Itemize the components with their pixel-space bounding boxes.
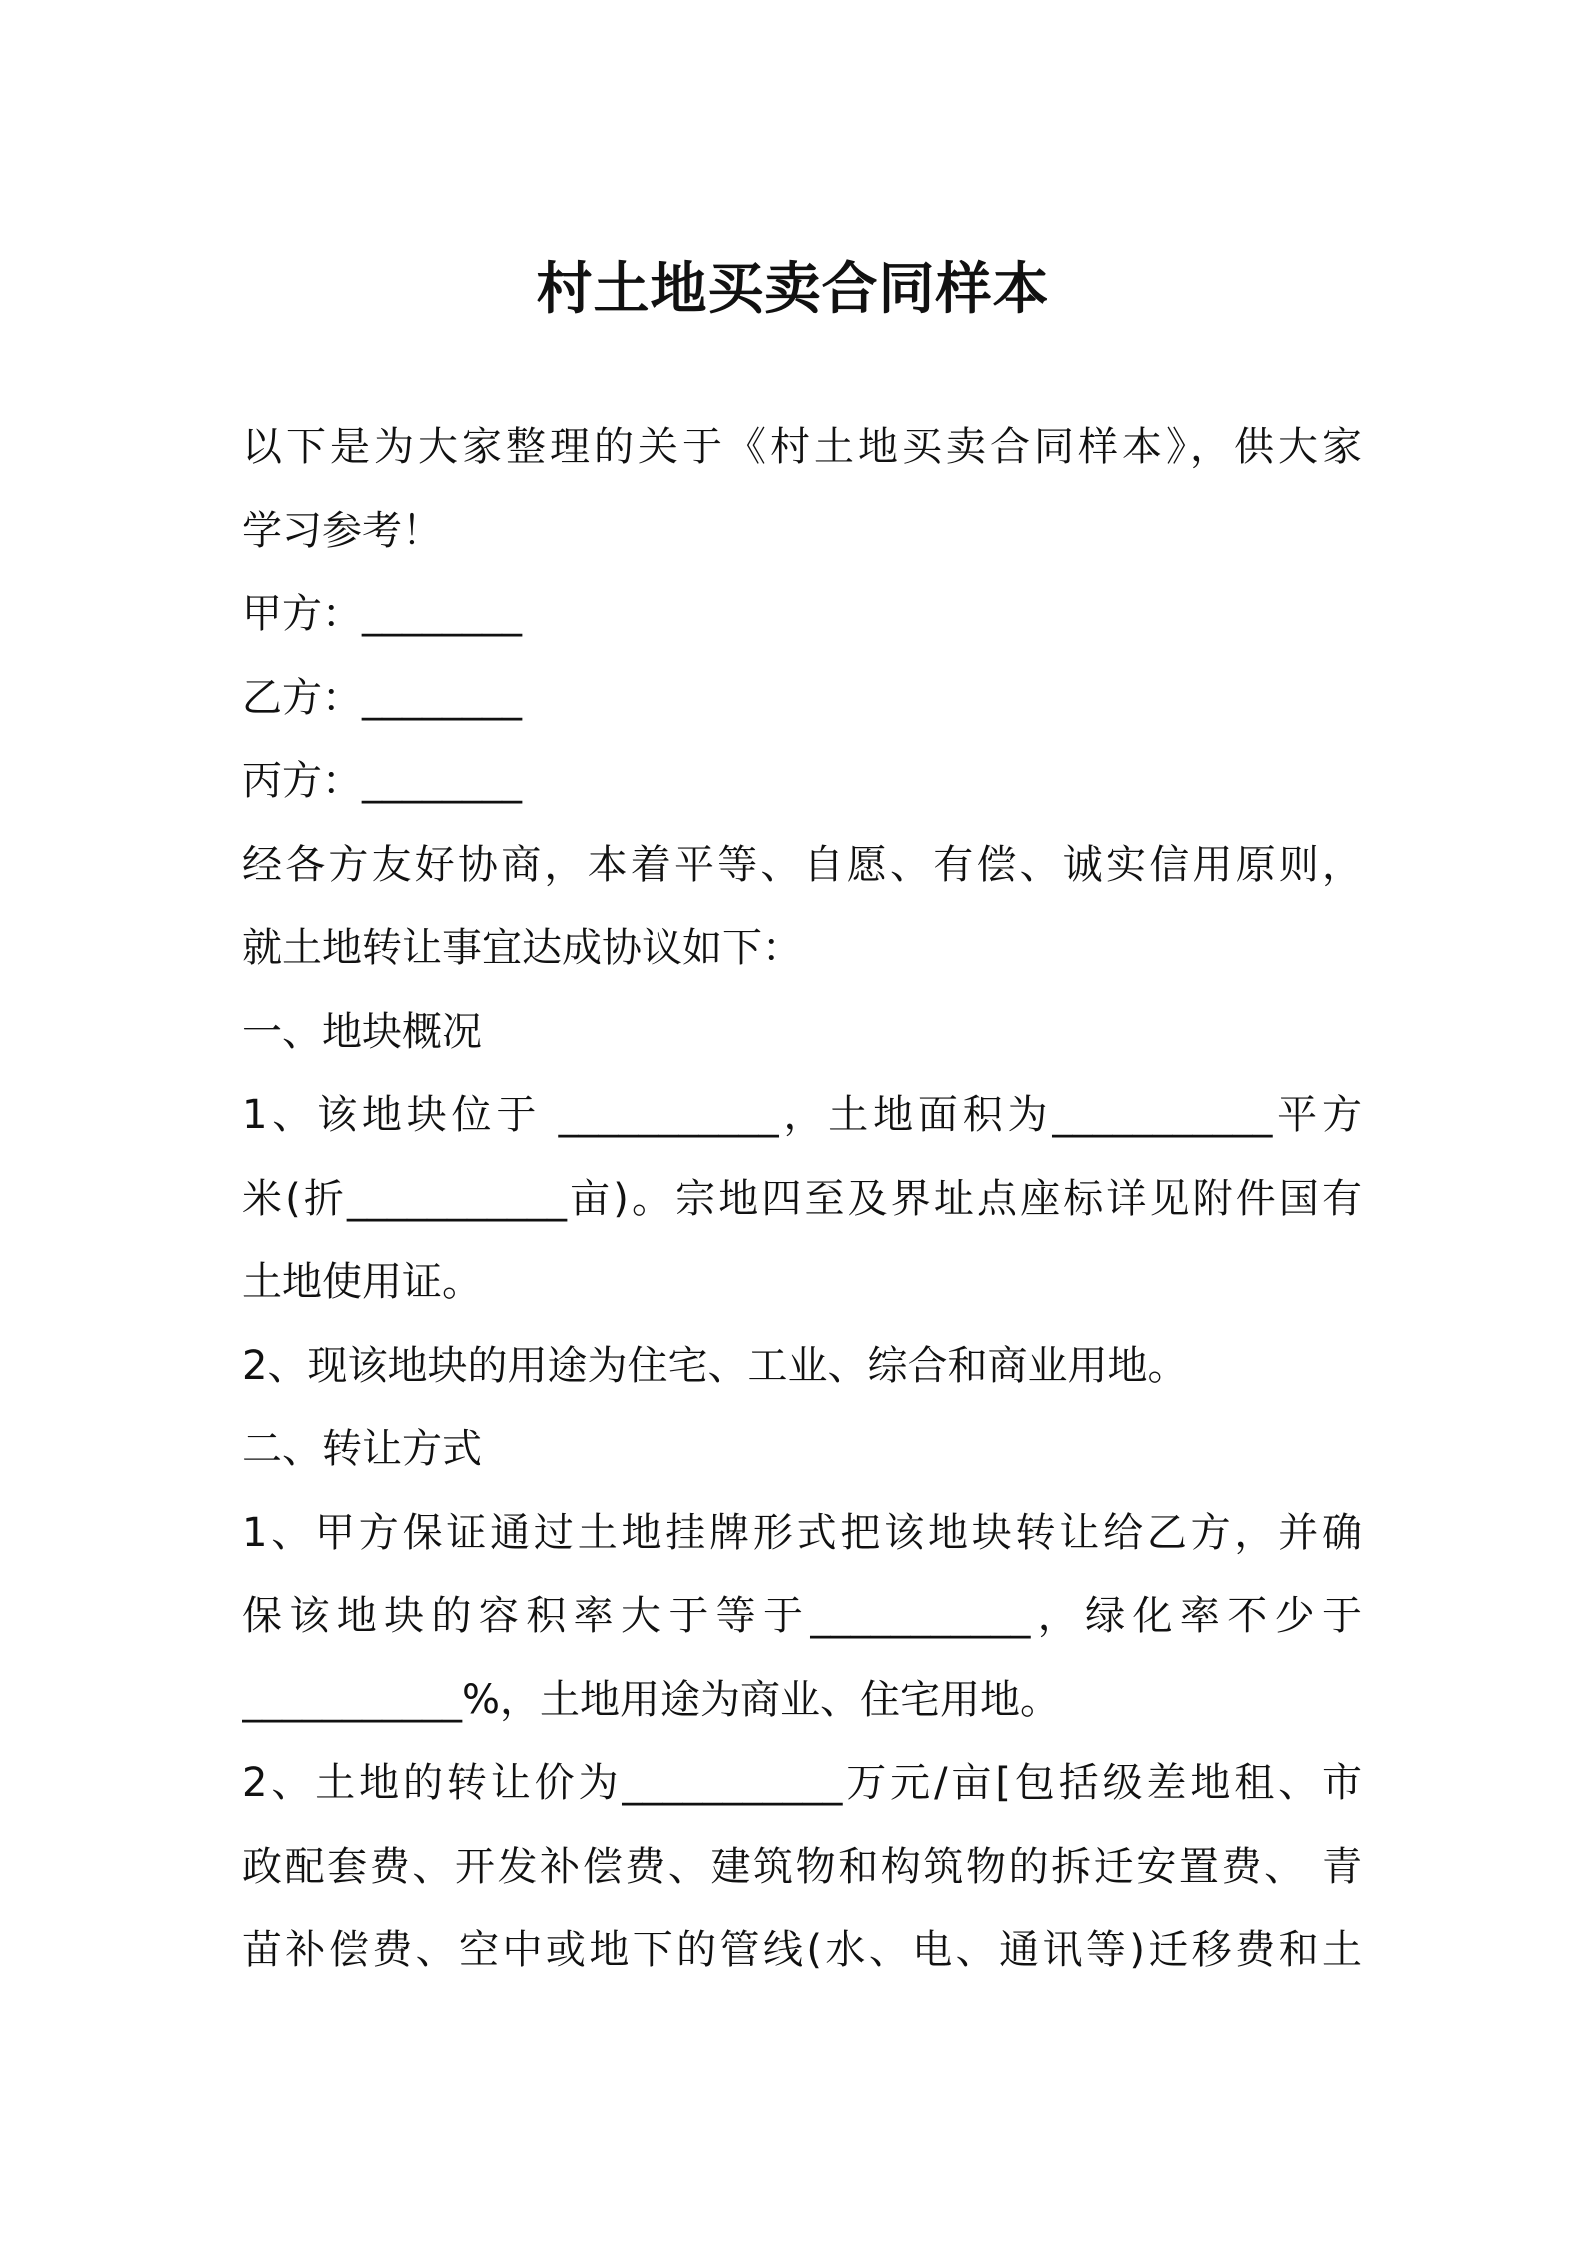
document-title: 村土地买卖合同样本 bbox=[536, 257, 1050, 322]
party-b-line: 乙方：________ bbox=[242, 674, 522, 721]
paragraph-line: 学习参考！ bbox=[242, 507, 442, 554]
clause-line: 1、甲方保证通过土地挂牌形式把该地块转让给乙方，并确 bbox=[242, 1509, 1362, 1556]
clause-line: 1、该地块位于 ___________，土地面积为___________平方 bbox=[242, 1092, 1362, 1138]
section-heading: 二、转让方式 bbox=[242, 1426, 482, 1472]
paragraph-line: 就土地转让事宜达成协议如下： bbox=[242, 925, 802, 971]
clause-line: 米(折___________亩)。宗地四至及界址点座标详见附件国有 bbox=[242, 1175, 1362, 1222]
clause-line: ___________%，土地用途为商业、住宅用地。 bbox=[242, 1676, 1061, 1723]
party-c-line: 丙方：________ bbox=[242, 758, 522, 804]
clause-line: 2、土地的转让价为___________万元/亩[包括级差地租、市 bbox=[242, 1760, 1362, 1806]
section-heading: 一、地块概况 bbox=[242, 1008, 482, 1055]
clause-line: 2、现该地块的用途为住宅、工业、综合和商业用地。 bbox=[242, 1342, 1188, 1389]
clause-line: 保该地块的容积率大于等于___________，绿化率不少于 bbox=[242, 1593, 1362, 1639]
paragraph-line: 以下是为大家整理的关于《村土地买卖合同样本》，供大家 bbox=[242, 424, 1362, 470]
clause-line: 土地使用证。 bbox=[242, 1259, 482, 1305]
document-body bbox=[242, 406, 1362, 1993]
party-a-line: 甲方：________ bbox=[242, 591, 522, 637]
clause-line: 苗补偿费、空中或地下的管线(水、电、通讯等)迁移费和土 bbox=[242, 1927, 1362, 1973]
clause-line: 政配套费、开发补偿费、建筑物和构筑物的拆迁安置费、 青 bbox=[242, 1843, 1362, 1890]
paragraph-line: 经各方友好协商，本着平等、自愿、有偿、诚实信用原则， bbox=[242, 841, 1362, 888]
